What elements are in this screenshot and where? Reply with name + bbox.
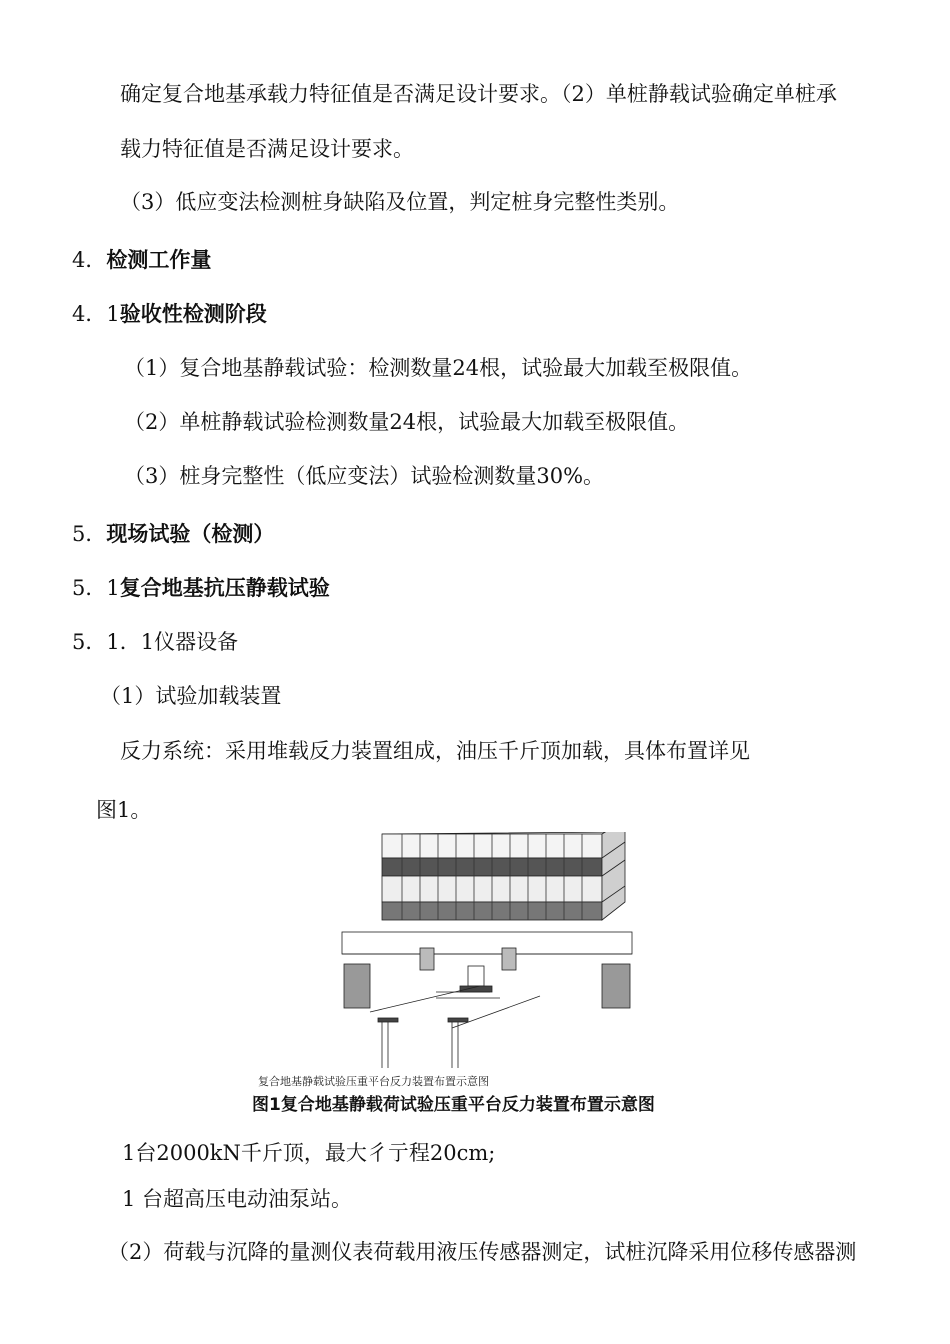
figure-caption: 图1复合地基静载荷试验压重平台反力装置布置示意图 [252,1095,655,1115]
heading-number: 4．1 [72,302,120,326]
section-heading-5 [72,520,274,548]
heading-number: 5．1 [72,576,120,600]
heading-text: 复合地基抗压静载试验 [119,576,330,600]
reaction-platform-diagram [340,832,640,1072]
paragraph-text: 1 台超高压电动油泵站。 [122,1187,353,1211]
sub-heading: （1）试验加载装置 [100,684,282,708]
paragraph-text: 载力特征值是否满足设计要求。 [120,137,414,161]
section-heading-5-1-1: 5．1．1仪器设备 [72,630,239,654]
list-item: （2）单桩静载试验检测数量24根，试验最大加载至极限值。 [124,410,690,434]
paragraph-text: 1台2000kN千斤顶，最大彳亍程20cm; [122,1141,496,1165]
list-item: （3）桩身完整性（低应变法）试验检测数量30%。 [124,464,605,488]
paragraph-text: 确定复合地基承载力特征值是否满足设计要求。（2）单桩静载试验确定单桩承 [120,82,837,106]
section-heading-5-1 [72,574,330,602]
paragraph-text: （3）低应变法检测桩身缺陷及位置，判定桩身完整性类别。 [120,190,680,214]
heading-number: 5． [72,522,107,546]
paragraph-text: 图1。 [96,798,152,822]
list-item: （1）复合地基静载试验：检测数量24根，试验最大加载至极限值。 [124,356,753,380]
section-heading-4 [72,246,211,274]
heading-text: 现场试验（检测） [106,522,275,546]
heading-text: 检测工作量 [106,248,212,272]
figure-caption-small: 复合地基静载试验压重平台反力装置布置示意图 [258,1075,489,1088]
paragraph-text: 反力系统：采用堆载反力装置组成，油压千斤顶加载，具体布置详见 [120,739,750,763]
paragraph-text: （2）荷载与沉降的量测仪表荷载用液压传感器测定，试桩沉降采用位移传感器测 [108,1240,857,1264]
heading-text: 验收性检测阶段 [119,302,267,326]
section-heading-4-1 [72,300,267,328]
heading-number: 4． [72,248,107,272]
